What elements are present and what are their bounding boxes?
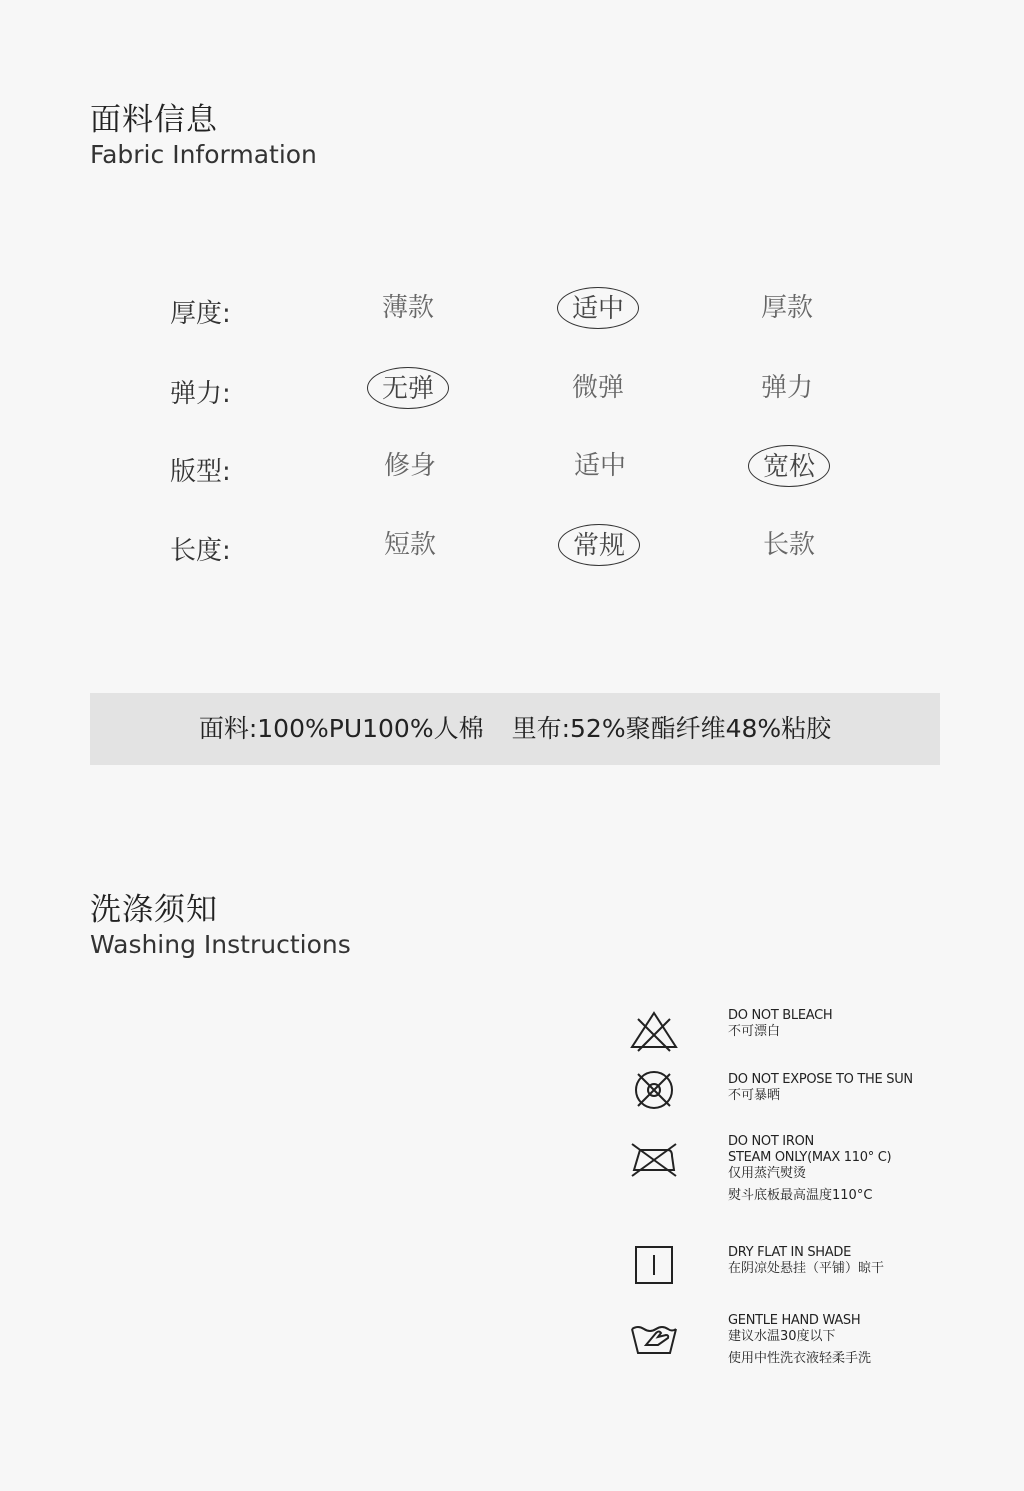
attr-label: 长度: — [170, 536, 231, 566]
option: 微弹 — [571, 373, 624, 403]
care-zh: 建议水温30度以下 — [728, 1329, 836, 1344]
attr-row-elasticity — [0, 361, 1024, 417]
option: 长款 — [762, 530, 815, 560]
option: 弹力 — [760, 373, 813, 403]
washing-title-zh: 洗涤须知 — [90, 892, 218, 928]
composition-bar — [90, 693, 940, 765]
care-text — [728, 1008, 832, 1040]
option-selected: 宽松 — [748, 445, 830, 487]
care-zh: 不可暴晒 — [728, 1088, 781, 1103]
option-selected: 无弹 — [367, 367, 449, 409]
no-sun-icon — [628, 1064, 680, 1116]
option: 修身 — [383, 451, 436, 481]
care-en: DO NOT EXPOSE TO THE SUN — [728, 1072, 913, 1087]
option-selected: 常规 — [558, 524, 640, 566]
composition-outer: 面料:100%PU100%人棉 — [198, 714, 484, 743]
care-zh: 仅用蒸汽熨烫 — [728, 1166, 807, 1181]
fabric-title-zh: 面料信息 — [90, 102, 218, 138]
care-zh: 在阴凉处悬挂（平铺）晾干 — [728, 1261, 885, 1276]
no-bleach-icon — [628, 1005, 680, 1057]
attr-label: 版型: — [170, 457, 231, 487]
care-text — [728, 1072, 913, 1104]
care-zh-2: 使用中性洗衣液轻柔手洗 — [728, 1351, 872, 1366]
care-zh-2: 熨斗底板最高温度110°C — [728, 1188, 873, 1203]
care-en: DO NOT IRON — [728, 1134, 814, 1149]
attr-row-length — [0, 518, 1024, 574]
option: 薄款 — [381, 293, 434, 323]
fabric-header — [90, 100, 317, 170]
care-text — [728, 1245, 884, 1277]
care-en: DO NOT BLEACH — [728, 1008, 833, 1023]
washing-header — [90, 890, 351, 960]
composition-lining: 里布:52%聚酯纤维48%粘胶 — [511, 714, 832, 743]
care-zh: 不可漂白 — [728, 1024, 781, 1039]
care-en-2: STEAM ONLY(MAX 110° C) — [728, 1150, 892, 1165]
attr-row-thickness — [0, 281, 1024, 337]
care-text — [728, 1313, 871, 1367]
attr-label: 弹力: — [170, 379, 231, 409]
option: 短款 — [383, 530, 436, 560]
dry-flat-shade-icon — [628, 1239, 680, 1291]
care-text — [728, 1134, 891, 1204]
care-en: DRY FLAT IN SHADE — [728, 1245, 851, 1260]
hand-wash-icon — [628, 1309, 680, 1361]
washing-title-en: Washing Instructions — [90, 930, 351, 959]
attr-row-fit — [0, 439, 1024, 495]
fabric-title-en: Fabric Information — [90, 140, 317, 169]
option: 厚款 — [760, 293, 813, 323]
no-iron-icon — [628, 1130, 680, 1182]
option: 适中 — [573, 451, 626, 481]
attr-label: 厚度: — [170, 299, 231, 329]
option-selected: 适中 — [557, 287, 639, 329]
care-en: GENTLE HAND WASH — [728, 1313, 861, 1328]
